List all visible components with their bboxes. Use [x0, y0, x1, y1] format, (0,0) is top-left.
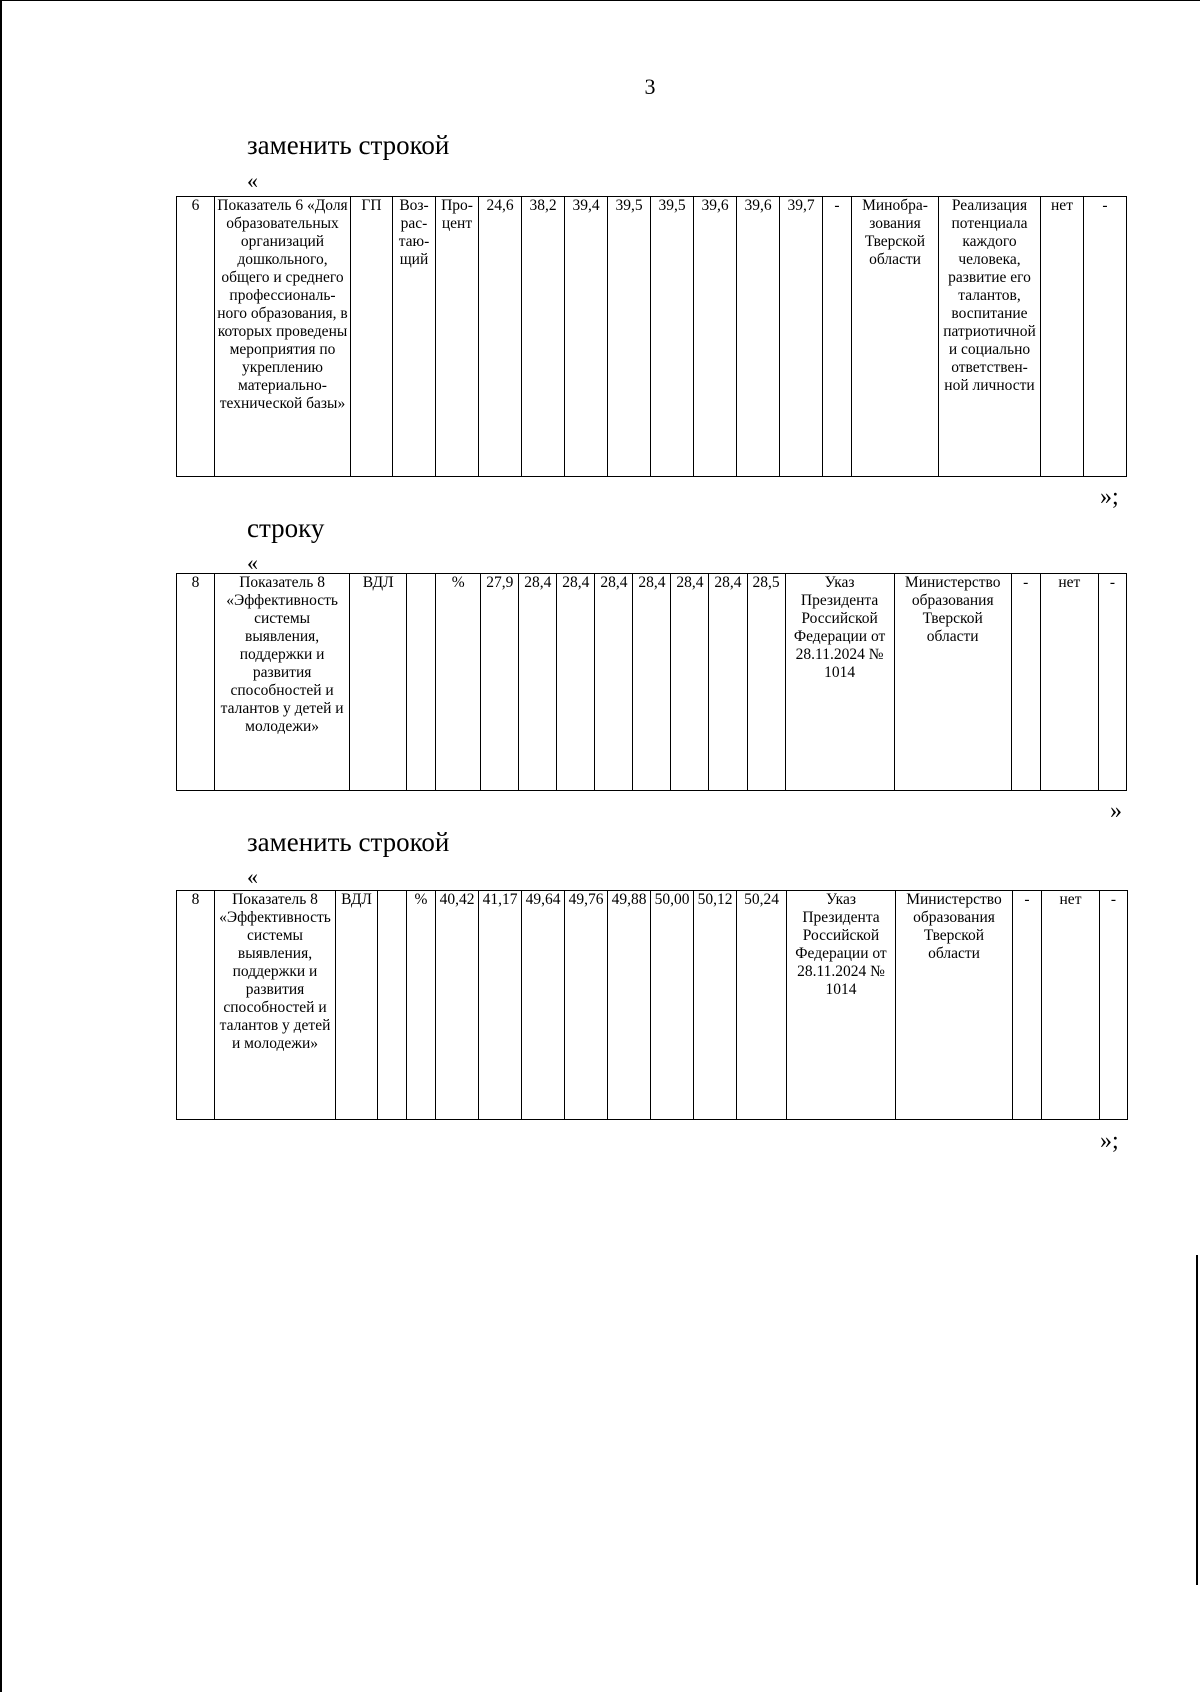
cell-value: 39,6 — [737, 197, 780, 477]
table-row — [177, 891, 1128, 1120]
table-row — [177, 574, 1127, 791]
table-row — [177, 197, 1127, 477]
cell-goal: - — [1013, 891, 1042, 1120]
cell-document: Указ Президента Российской Федерации от 28.11.2024 № 1014 — [787, 891, 896, 1120]
cell-number: 6 — [177, 197, 215, 477]
cell-value: 28,4 — [633, 574, 671, 791]
cell-value: 28,4 — [557, 574, 595, 791]
section-2-table — [176, 573, 1127, 791]
section-3-table — [176, 890, 1128, 1120]
cell-number: 8 — [177, 574, 215, 791]
cell-flag: нет — [1040, 574, 1098, 791]
cell-value: 39,7 — [780, 197, 823, 477]
cell-value: 50,00 — [651, 891, 694, 1120]
cell-value: 39,6 — [694, 197, 737, 477]
cell-flag: нет — [1042, 891, 1100, 1120]
section-3-close-quote: »; — [1100, 1128, 1119, 1154]
section-1-open-quote: « — [247, 168, 258, 193]
section-1-table — [176, 196, 1127, 477]
cell-value: 50,24 — [737, 891, 787, 1120]
section-3-heading: заменить строкой — [247, 827, 450, 857]
cell-unit: % — [407, 891, 436, 1120]
cell-value: 50,12 — [694, 891, 737, 1120]
cell-indicator: Показатель 8 «Эффективность системы выявления, поддержки и развития способностей и талантов у детей и молодежи» — [215, 891, 336, 1120]
cell-responsible: Минобра-зования Тверской области — [852, 197, 939, 477]
cell-value: 49,76 — [565, 891, 608, 1120]
cell-responsible: Министерство образования Тверской области — [894, 574, 1011, 791]
page-number: 3 — [644, 74, 656, 99]
cell-goal: - — [1011, 574, 1040, 791]
cell-value: 41,17 — [479, 891, 522, 1120]
section-2-close-quote: » — [1110, 798, 1122, 824]
cell-responsible: Министерство образования Тверской области — [896, 891, 1013, 1120]
cell-value: 39,5 — [651, 197, 694, 477]
cell-value: 39,4 — [565, 197, 608, 477]
section-1-heading: заменить строкой — [247, 130, 450, 160]
cell-value: 28,4 — [519, 574, 557, 791]
cell-value: 24,6 — [479, 197, 522, 477]
cell-value: 28,5 — [747, 574, 785, 791]
cell-trend — [378, 891, 407, 1120]
cell-indicator: Показатель 6 «Доля образовательных организаций дошкольного, общего и среднего профессиональ-ного образования, в которых проведены мероприятия по укреплению материально-технической базы» — [215, 197, 351, 477]
scan-border-right — [1196, 1255, 1198, 1585]
cell-extra: - — [1100, 891, 1128, 1120]
cell-extra: - — [1098, 574, 1126, 791]
cell-unit: Про-цент — [436, 197, 479, 477]
cell-indicator: Показатель 8 «Эффективность системы выявления, поддержки и развития способностей и талантов у детей и молодежи» — [215, 574, 350, 791]
cell-document: Указ Президента Российской Федерации от 28.11.2024 № 1014 — [785, 574, 894, 791]
cell-number: 8 — [177, 891, 215, 1120]
section-1-close-quote: »; — [1100, 484, 1119, 510]
scan-border-top — [0, 0, 1200, 1]
cell-value: 28,4 — [595, 574, 633, 791]
cell-unit: % — [436, 574, 481, 791]
cell-flag: нет — [1041, 197, 1084, 477]
cell-level: ВДЛ — [350, 574, 407, 791]
cell-value: 40,42 — [436, 891, 479, 1120]
section-2-open-quote: « — [247, 550, 258, 575]
scan-border-left — [0, 0, 2, 1692]
section-2-heading: строку — [247, 513, 325, 543]
cell-level: ГП — [351, 197, 393, 477]
cell-trend — [407, 574, 436, 791]
cell-value: 39,5 — [608, 197, 651, 477]
cell-value: 49,64 — [522, 891, 565, 1120]
cell-value: 27,9 — [481, 574, 519, 791]
cell-value: 38,2 — [522, 197, 565, 477]
cell-value: 28,4 — [671, 574, 709, 791]
section-3-open-quote: « — [247, 864, 258, 889]
cell-document: - — [823, 197, 852, 477]
cell-value: 49,88 — [608, 891, 651, 1120]
cell-level: ВДЛ — [336, 891, 378, 1120]
cell-trend: Воз-рас-таю-щий — [393, 197, 436, 477]
cell-goal: Реализация потенциала каждого человека, развитие его талантов, воспитание патриотичной и социально ответствен-ной личности — [939, 197, 1041, 477]
cell-value: 28,4 — [709, 574, 747, 791]
cell-extra: - — [1084, 197, 1127, 477]
